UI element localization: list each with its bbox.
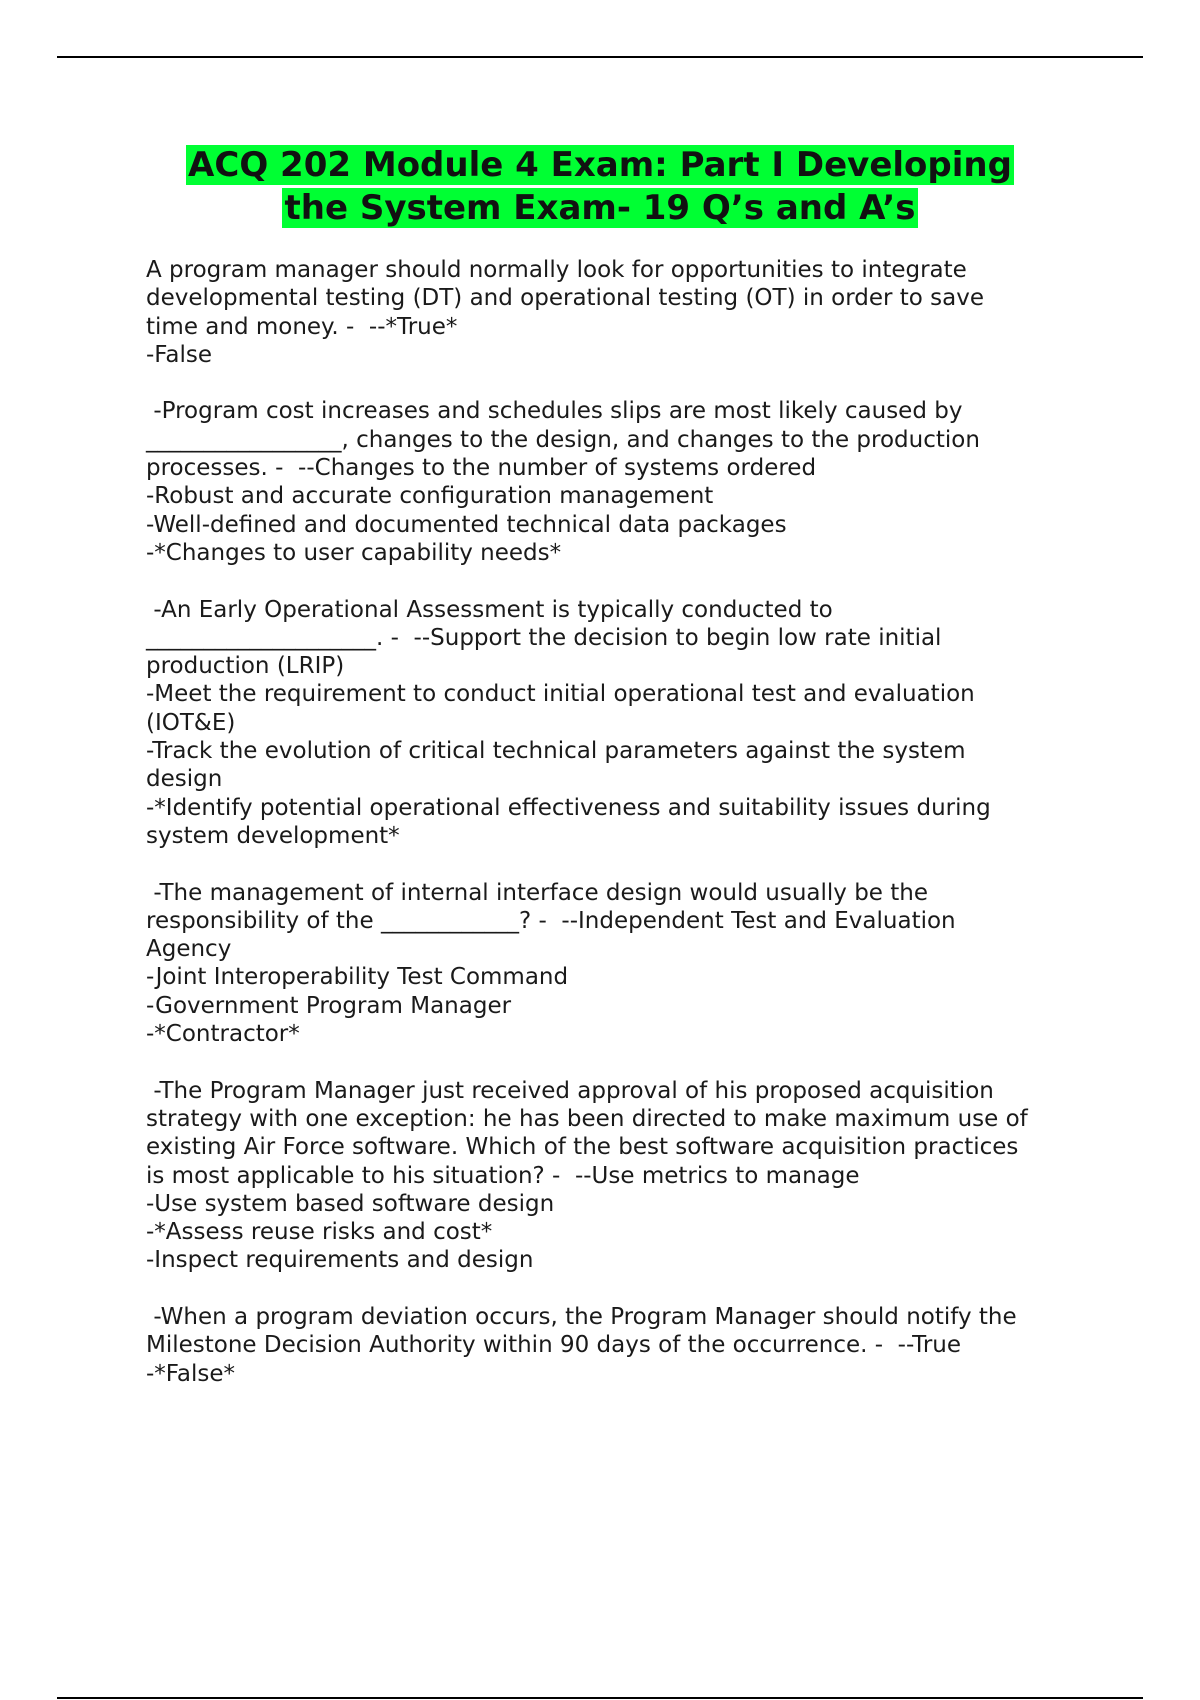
question-line: -Meet the requirement to conduct initial operational test and evaluation: [146, 681, 975, 708]
question-line: responsibility of the ____________? - --Independent Test and Evaluation: [146, 907, 956, 934]
question-line: -*Contractor*: [146, 1021, 300, 1048]
question-line: _________________, changes to the design, and changes to the production: [146, 426, 980, 453]
question-block: [146, 1077, 1086, 1275]
question-line: -Joint Interoperability Test Command: [146, 964, 569, 991]
title-line-2: the System Exam- 19 Q’s and A’s: [284, 188, 916, 228]
question-line: ____________________. - --Support the decision to begin low rate initial: [146, 624, 942, 651]
question-line: strategy with one exception: he has been directed to make maximum use of: [146, 1105, 1028, 1132]
question-block: [146, 596, 1086, 851]
question-block: [146, 397, 1086, 567]
question-line: -Robust and accurate configuration management: [146, 483, 714, 510]
question-line: time and money. - --*True*: [146, 313, 458, 340]
document-title: [146, 144, 1054, 230]
question-line: -Track the evolution of critical technical parameters against the system: [146, 738, 966, 765]
question-line: -Well-defined and documented technical data packages: [146, 511, 787, 538]
question-line: processes. - --Changes to the number of systems ordered: [146, 455, 817, 482]
question-line: system development*: [146, 822, 400, 849]
question-line: (IOT&E): [146, 709, 236, 736]
question-block: [146, 256, 1086, 369]
title-line-1: ACQ 202 Module 4 Exam: Part I Developing: [188, 145, 1012, 185]
question-line: existing Air Force software. Which of the best software acquisition practices: [146, 1134, 1019, 1161]
question-line: -*False*: [146, 1360, 236, 1387]
question-line: -False: [146, 341, 213, 368]
question-line: Agency: [146, 936, 232, 963]
question-line: A program manager should normally look for opportunities to integrate: [146, 257, 967, 283]
question-line: -An Early Operational Assessment is typically conducted to: [146, 596, 833, 623]
question-line: -Program cost increases and schedules slips are most likely caused by: [146, 398, 963, 425]
question-line: is most applicable to his situation? - --Use metrics to manage: [146, 1162, 860, 1189]
question-line: production (LRIP): [146, 653, 345, 680]
question-line: -*Assess reuse risks and cost*: [146, 1219, 493, 1246]
question-line: -*Identify potential operational effectiveness and suitability issues during: [146, 794, 991, 821]
question-line: -When a program deviation occurs, the Program Manager should notify the: [146, 1303, 1017, 1330]
bottom-rule: [57, 1697, 1143, 1699]
question-block: [146, 879, 1086, 1049]
top-rule: [57, 56, 1143, 58]
question-line: -Use system based software design: [146, 1190, 555, 1217]
question-line: Milestone Decision Authority within 90 days of the occurrence. - --True: [146, 1332, 962, 1359]
question-line: -Inspect requirements and design: [146, 1247, 534, 1274]
question-line: -The Program Manager just received approval of his proposed acquisition: [146, 1077, 994, 1104]
question-line: -Government Program Manager: [146, 992, 512, 1019]
document-body: [146, 256, 1086, 1388]
question-line: -*Changes to user capability needs*: [146, 539, 562, 566]
question-block: [146, 1303, 1086, 1388]
question-line: design: [146, 766, 223, 793]
question-line: -The management of internal interface design would usually be the: [146, 879, 929, 906]
question-line: developmental testing (DT) and operational testing (OT) in order to save: [146, 285, 985, 312]
